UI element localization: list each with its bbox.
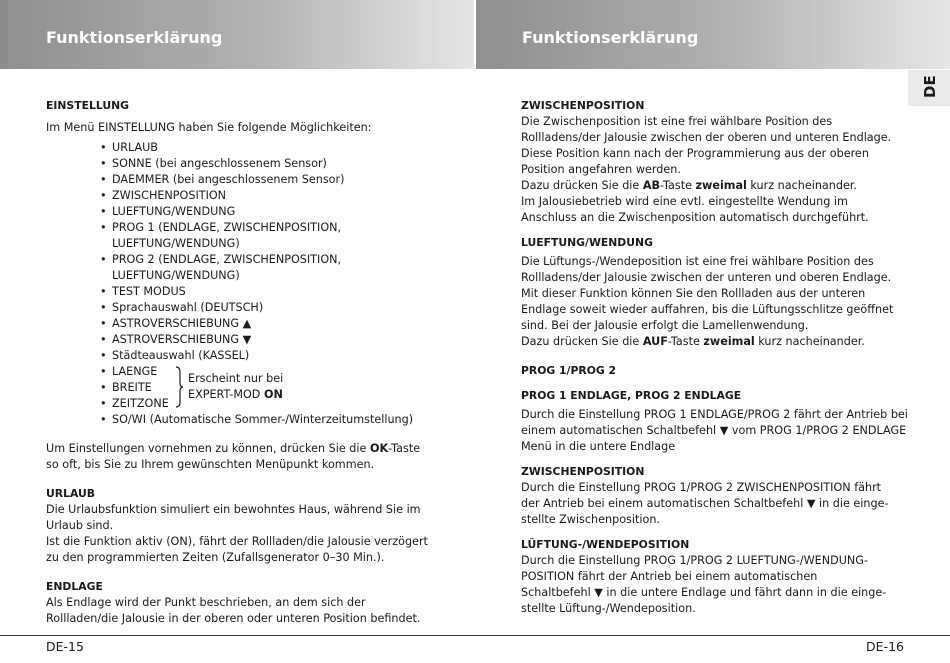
list-item: • LAENGE bbox=[100, 364, 446, 380]
twice-label: zweimal bbox=[695, 179, 747, 192]
settings-menu-list-end bbox=[46, 412, 446, 428]
text-run: kurz nacheinander. bbox=[754, 335, 865, 348]
section-heading-lueftung: LUEFTUNG/WENDUNG bbox=[521, 236, 653, 249]
curly-brace-icon bbox=[174, 366, 184, 408]
prog-endlage-line: einem automatischen Schaltbefehl ▼ vom PROG 1/PROG 2 ENDLAGE bbox=[521, 424, 907, 437]
left-page-title: Funktionserklärung bbox=[46, 28, 223, 47]
text-run: so oft, bis Sie zu Ihrem gewünschten Menüpunkt kommen. bbox=[46, 458, 375, 471]
text-run: Dazu drücken Sie die bbox=[521, 335, 643, 348]
einstellung-instruction bbox=[46, 441, 446, 473]
prog-lueftung-line: Durch die Einstellung PROG 1/PROG 2 LUEFTUNG-/WENDUNG- bbox=[521, 554, 869, 567]
prog-zwischen-line: der Antrieb bei einem automatischen Schaltbefehl ▼ in die einge- bbox=[521, 497, 889, 510]
list-item: • ASTROVERSCHIEBUNG ▲ bbox=[100, 316, 446, 332]
list-item: • URLAUB bbox=[100, 140, 446, 156]
list-item: • Städteauswahl (KASSEL) bbox=[100, 348, 446, 364]
list-item: • ASTROVERSCHIEBUNG ▼ bbox=[100, 332, 446, 348]
section-heading-prog: PROG 1/PROG 2 bbox=[521, 364, 617, 377]
text-run: -Taste bbox=[660, 179, 696, 192]
zwischen-line: Diese Position kann nach der Programmierung aus der oberen bbox=[521, 147, 869, 160]
zwischen-line: Die Zwischenposition ist eine frei wählbare Position des bbox=[521, 115, 833, 128]
lueftung-line: Rollladens/der Jalousie zwischen der unteren und oberen Endlage. bbox=[521, 271, 892, 284]
list-item: • BREITE bbox=[100, 380, 446, 396]
prog-endlage-line: Menü in die untere Endlage bbox=[521, 440, 676, 453]
lueftung-press-line bbox=[521, 334, 911, 350]
list-item: • TEST MODUS bbox=[100, 284, 446, 300]
list-item: • DAEMMER (bei angeschlossenem Sensor) bbox=[100, 172, 446, 188]
page-number-right: DE-16 bbox=[866, 639, 904, 654]
zwischen-line: Im Jalousiebetrieb wird eine evtl. eingestellte Wendung im bbox=[521, 195, 848, 208]
zwischen-line: Position angefahren werden. bbox=[521, 163, 681, 176]
prog-lueftung-line: stellte Lüftung-/Wendeposition. bbox=[521, 602, 696, 615]
list-item: • ZEITZONE bbox=[100, 396, 446, 412]
language-tab-label: DE bbox=[921, 75, 939, 98]
twice-label: zweimal bbox=[703, 335, 755, 348]
prog-lueftung-line: POSITION fährt der Antrieb bei einem automatischen bbox=[521, 570, 818, 583]
right-page-title: Funktionserklärung bbox=[522, 28, 699, 47]
list-item-line: LUEFTUNG/WENDUNG) bbox=[112, 269, 240, 282]
zwischen-line: Rollladens/der Jalousie zwischen der oberen und unteren Endlage. bbox=[521, 131, 892, 144]
expert-mode-group bbox=[46, 364, 446, 412]
expert-note-line: EXPERT-MOD bbox=[188, 388, 264, 401]
right-column bbox=[521, 98, 911, 617]
section-heading-endlage: ENDLAGE bbox=[46, 580, 103, 593]
text-run: kurz nacheinander. bbox=[746, 179, 857, 192]
prog-zwischen-line: stellte Zwischenposition. bbox=[521, 513, 660, 526]
expert-note-line: Erscheint nur bei bbox=[188, 372, 284, 385]
prog-zwischen-line: Durch die Einstellung PROG 1/PROG 2 ZWISCHENPOSITION fährt bbox=[521, 481, 882, 494]
lueftung-line: sind. Bei der Jalousie erfolgt die Lamellenwendung. bbox=[521, 319, 809, 332]
section-heading-prog-endlage: PROG 1 ENDLAGE, PROG 2 ENDLAGE bbox=[521, 389, 742, 402]
language-tab bbox=[908, 70, 950, 106]
list-item-line: PROG 2 (ENDLAGE, ZWISCHENPOSITION, bbox=[112, 253, 342, 266]
einstellung-intro: Im Menü EINSTELLUNG haben Sie folgende Möglichkeiten: bbox=[46, 121, 372, 134]
list-item: • LUEFTUNG/WENDUNG bbox=[100, 204, 446, 220]
lueftung-line: Endlage soweit wieder auffahren, bis die Lüftungsschlitze geöffnet bbox=[521, 303, 894, 316]
expert-note-on: ON bbox=[263, 388, 283, 401]
section-heading-prog-lueftung: LÜFTUNG-/WENDEPOSITION bbox=[521, 538, 690, 551]
endlage-line: Als Endlage wird der Punkt beschrieben, an dem sich der bbox=[46, 596, 366, 609]
list-item: • SONNE (bei angeschlossenem Sensor) bbox=[100, 156, 446, 172]
left-page-header bbox=[0, 0, 474, 69]
zwischen-press-line bbox=[521, 178, 911, 194]
text-run: -Taste bbox=[667, 335, 704, 348]
text-run: Dazu drücken Sie die bbox=[521, 179, 643, 192]
urlaub-line: Ist die Funktion aktiv (ON), fährt der Rollladen/die Jalousie verzögert bbox=[46, 535, 428, 548]
zwischen-line: Anschluss an die Zwischenposition automatisch durchgeführt. bbox=[521, 211, 869, 224]
urlaub-line: zu den programmierten Zeiten (Zufallsgenerator 0–30 Min.). bbox=[46, 551, 385, 564]
lueftung-line: Mit dieser Funktion können Sie den Rollladen aus der unteren bbox=[521, 287, 866, 300]
urlaub-line: Urlaub sind. bbox=[46, 519, 114, 532]
left-column bbox=[46, 98, 446, 627]
list-item: • Sprachauswahl (DEUTSCH) bbox=[100, 300, 446, 316]
lueftung-line: Die Lüftungs-/Wendeposition ist eine frei wählbare Position des bbox=[521, 255, 874, 268]
section-heading-zwischenposition: ZWISCHENPOSITION bbox=[521, 99, 645, 112]
prog-endlage-line: Durch die Einstellung PROG 1 ENDLAGE/PROG 2 fährt der Antrieb bei bbox=[521, 408, 908, 421]
right-page-header bbox=[476, 0, 950, 69]
text-run: -Taste bbox=[388, 442, 421, 455]
list-item-line: PROG 1 (ENDLAGE, ZWISCHENPOSITION, bbox=[112, 221, 342, 234]
list-item bbox=[100, 252, 446, 284]
urlaub-line: Die Urlaubsfunktion simuliert ein bewohntes Haus, während Sie im bbox=[46, 503, 421, 516]
ok-key-label: OK bbox=[369, 442, 389, 455]
ab-key-label: AB bbox=[642, 179, 661, 192]
section-heading-einstellung: EINSTELLUNG bbox=[46, 99, 129, 112]
expert-mode-note bbox=[188, 371, 283, 403]
list-item-line: LUEFTUNG/WENDUNG) bbox=[112, 237, 240, 250]
text-run: Um Einstellungen vornehmen zu können, drücken Sie die bbox=[46, 442, 370, 455]
list-item bbox=[100, 220, 446, 252]
page-number-left: DE-15 bbox=[46, 639, 84, 654]
list-item: • SO/WI (Automatische Sommer-/Winterzeitumstellung) bbox=[100, 412, 446, 428]
settings-menu-list bbox=[46, 140, 446, 364]
footer-divider bbox=[0, 635, 950, 636]
auf-key-label: AUF bbox=[642, 335, 668, 348]
prog-lueftung-line: Schaltbefehl ▼ in die untere Endlage und fährt dann in die einge- bbox=[521, 586, 887, 599]
section-heading-urlaub: URLAUB bbox=[46, 487, 95, 500]
list-item: • ZWISCHENPOSITION bbox=[100, 188, 446, 204]
section-heading-prog-zwischenposition: ZWISCHENPOSITION bbox=[521, 465, 645, 478]
endlage-line: Rollladen/die Jalousie in der oberen oder unteren Position befindet. bbox=[46, 612, 421, 625]
